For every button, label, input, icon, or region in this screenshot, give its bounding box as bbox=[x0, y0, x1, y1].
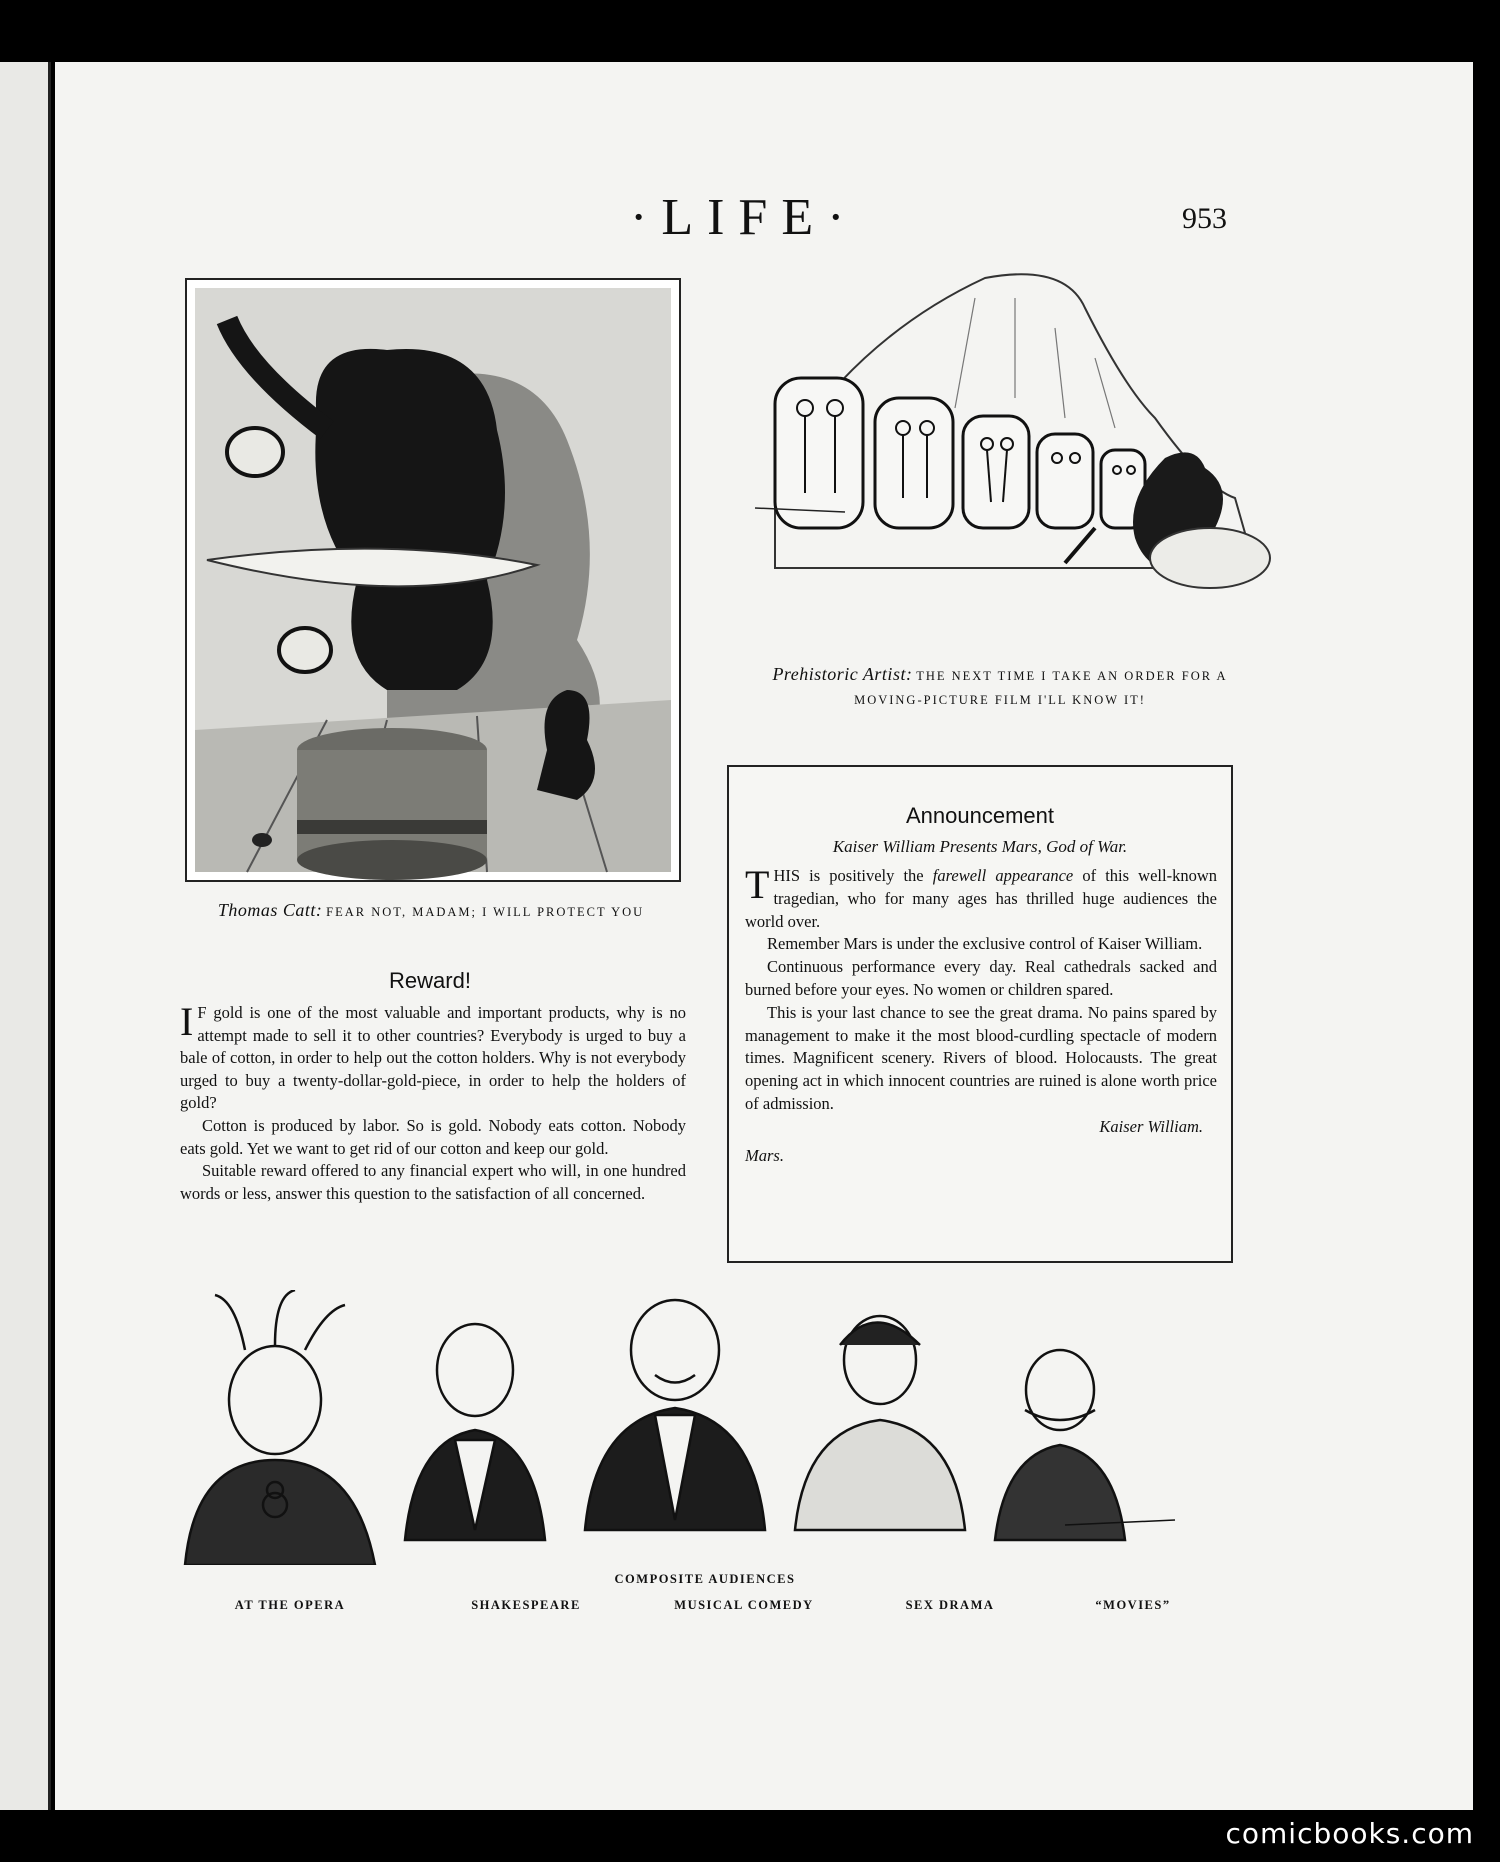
announcement-body bbox=[745, 862, 1217, 1167]
elephant-caption-text: FEAR NOT, MADAM; I WILL PROTECT YOU bbox=[326, 905, 645, 919]
announcement-footer: Mars. bbox=[745, 1145, 784, 1165]
announcement-p1-b: of this well-known tragedian, who for many ages has thrilled huge audiences the world over. bbox=[745, 866, 1217, 931]
prehistoric-caption-speaker: Prehistoric Artist: bbox=[772, 664, 913, 684]
announcement-paragraph-2: Remember Mars is under the exclusive control of Kaiser William. bbox=[767, 934, 1203, 954]
site-watermark: comicbooks.com bbox=[1225, 1817, 1474, 1850]
prehistoric-cartoon bbox=[735, 268, 1275, 638]
page-number: 953 bbox=[1182, 202, 1227, 235]
reward-dropcap: I bbox=[180, 999, 194, 1044]
prehistoric-caption-text1: THE NEXT TIME I TAKE AN ORDER FOR A bbox=[916, 669, 1228, 683]
announcement-signature: Kaiser William. bbox=[1099, 1116, 1203, 1136]
audiences-illustration bbox=[175, 1290, 1205, 1565]
prehistoric-caption-text2: MOVING-PICTURE FILM I'LL KNOW IT! bbox=[854, 693, 1146, 707]
announcement-paragraph-1 bbox=[745, 862, 1217, 933]
label-shakespeare: SHAKESPEARE bbox=[471, 1598, 581, 1612]
reward-paragraph-2: Cotton is produced by labor. So is gold. Nobody eats cotton. Nobody eats gold. Yet we want to get rid of our cotton and keep our gold. bbox=[180, 1115, 686, 1158]
announcement-dropcap: T bbox=[745, 862, 770, 907]
elephant-cartoon bbox=[185, 278, 681, 882]
elephant-caption bbox=[190, 900, 672, 921]
audiences-faces bbox=[175, 1290, 1205, 1565]
reward-p1-text: F gold is one of the most valuable and important products, why is no attempt made to sell it to other countries? Everybody is urged to buy a bale of cotton, in order to help out the cotton holders. Why is not everybody urged to buy a twenty-dollar-gold-piece, in order to help the holders of gold? bbox=[180, 1003, 686, 1113]
label-sex-drama: SEX DRAMA bbox=[905, 1598, 995, 1612]
announcement-subtitle: Kaiser William Presents Mars, God of War. bbox=[832, 837, 1128, 856]
label-movies: “MOVIES” bbox=[1095, 1598, 1171, 1612]
label-musical-comedy: MUSICAL COMEDY bbox=[674, 1598, 814, 1612]
adjacent-page-edge bbox=[0, 62, 51, 1810]
reward-article bbox=[180, 999, 686, 1205]
prehistoric-illustration bbox=[735, 268, 1275, 638]
announcement-p1-em: farewell appearance bbox=[932, 866, 1074, 885]
announcement-paragraph-3: Continuous performance every day. Real cathedrals sacked and burned before your eyes. No women or children spared. bbox=[745, 957, 1217, 999]
announcement-p1-a: HIS is positively the bbox=[773, 866, 933, 885]
reward-paragraph-1 bbox=[180, 999, 686, 1115]
elephant-caption-speaker: Thomas Catt: bbox=[217, 900, 323, 920]
reward-paragraph-3: Suitable reward offered to any financial expert who will, in one hundred words or less, answer this question to the satisfaction of all concerned. bbox=[180, 1161, 686, 1203]
prehistoric-caption bbox=[700, 662, 1300, 712]
announcement-title: Announcement bbox=[906, 803, 1054, 828]
reward-title: Reward! bbox=[389, 968, 471, 993]
masthead: ·LIFE· bbox=[630, 189, 859, 246]
elephant-illustration bbox=[187, 280, 679, 880]
label-at-the-opera: AT THE OPERA bbox=[234, 1598, 346, 1612]
audiences-title: COMPOSITE AUDIENCES bbox=[614, 1572, 796, 1586]
prehistoric-caption-line1 bbox=[700, 662, 1300, 688]
announcement-paragraph-4: This is your last chance to see the great drama. No pains spared by management to make it the most blood-curdling spectacle of modern times. Magnificent scenery. Rivers of blood. Holocausts. The great opening act in which innocent countries are ruined is alone worth price of admission. bbox=[745, 1002, 1217, 1113]
announcement-box bbox=[727, 765, 1233, 1263]
